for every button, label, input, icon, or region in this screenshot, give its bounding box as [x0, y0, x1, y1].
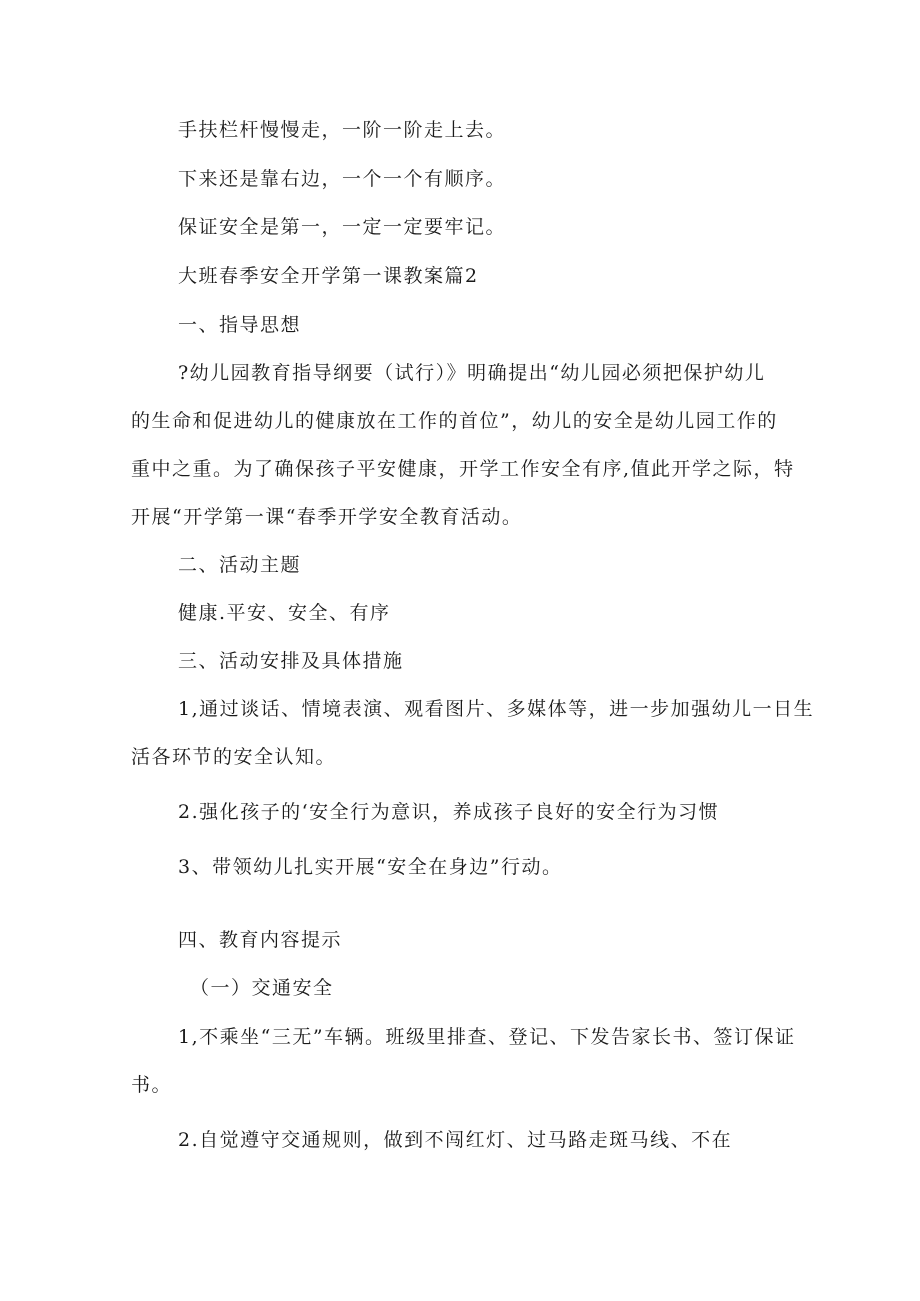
- text-line: 下来还是靠右边，一个一个有顺序。: [178, 168, 507, 190]
- paragraph-line: 书。: [131, 1074, 173, 1096]
- paragraph-line: 2.自觉遵守交通规则，做到不闯红灯、过马路走斑马线、不在: [178, 1129, 733, 1151]
- paragraph-line: 开展“开学第一课“春季开学安全教育活动。: [131, 506, 523, 528]
- section-heading: 三、活动安排及具体措施: [178, 650, 404, 672]
- paragraph-line: ?幼儿园教育指导纲要（试行）》明确提出“幼儿园必须把保护幼儿: [178, 362, 766, 384]
- text-line: 保证安全是第一，一定一定要牢记。: [178, 216, 507, 238]
- subsection-heading: （一）交通安全: [190, 977, 334, 999]
- paragraph-line: 重中之重。为了确保孩子平安健康，开学工作安全有序,值此开学之际，特: [131, 458, 795, 480]
- section-heading: 四、教育内容提示: [178, 929, 343, 951]
- paragraph-line: 1,不乘坐“三无”车辆。班级里排查、登记、下发告家长书、签订保证: [178, 1026, 796, 1048]
- text-line: 手扶栏杆慢慢走，一阶一阶走上去。: [178, 119, 507, 141]
- paragraph-line: 1,通过谈话、情境表演、观看图片、多媒体等，进一步加强幼儿一日生: [178, 698, 815, 720]
- text-line: 健康.平安、安全、有序: [178, 602, 391, 624]
- paragraph-line: 3、带领幼儿扎实开展“安全在身边”行动。: [178, 856, 563, 878]
- paragraph-line: 2.强化孩子的‘安全行为意识，养成孩子良好的安全行为习惯: [178, 801, 720, 823]
- section-title: 大班春季安全开学第一课教案篇2: [178, 265, 479, 287]
- paragraph-line: 活各环节的安全认知。: [131, 746, 337, 768]
- section-heading: 二、活动主题: [178, 554, 302, 576]
- paragraph-line: 的生命和促进幼儿的健康放在工作的首位”，幼儿的安全是幼儿园工作的: [131, 410, 778, 432]
- section-heading: 一、指导思想: [178, 314, 302, 336]
